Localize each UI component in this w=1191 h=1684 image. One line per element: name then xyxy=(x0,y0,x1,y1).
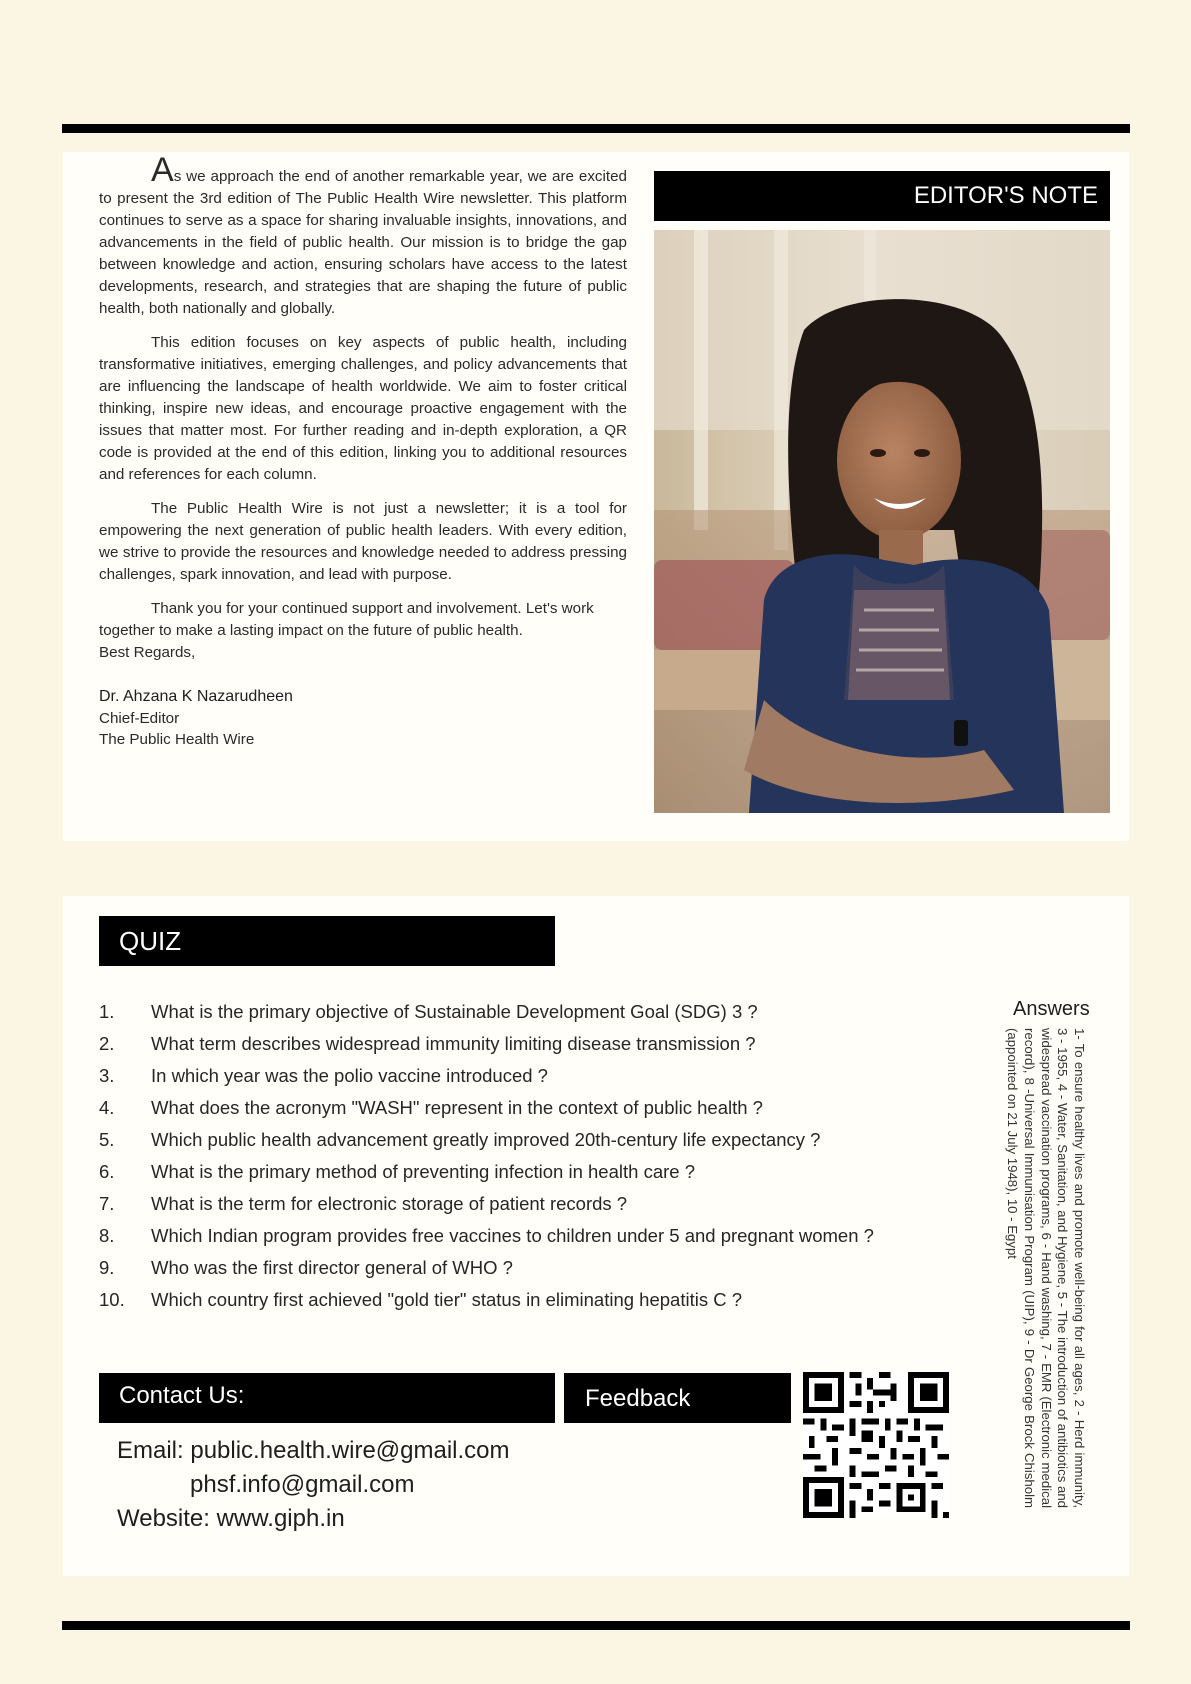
question-text: What does the acronym "WASH" represent in the context of public health ? xyxy=(151,1097,763,1118)
question-number: 7. xyxy=(99,1193,115,1214)
feedback-qr-code-icon[interactable] xyxy=(803,1372,949,1518)
question-text: In which year was the polio vaccine introduced ? xyxy=(151,1065,548,1086)
question-text: What is the term for electronic storage of patient records ? xyxy=(151,1193,628,1214)
quiz-question xyxy=(99,1190,874,1222)
signature-block xyxy=(99,686,627,751)
question-number: 10. xyxy=(99,1289,125,1310)
question-number: 5. xyxy=(99,1129,115,1150)
contact-us-header: Contact Us: xyxy=(99,1373,555,1423)
answers-text: 1- To ensure healthy lives and promote well-being for all ages, 2 - Herd immunity, 3 - 1955, 4 - Water, Sanitation, and Hygiene, 5 - The introduction of antibiotics and widespread vaccination programs, 6 - Hand washing, 7 - EMR (Electronic medical record), 8 -Universal Immunisation Program (UIP), 9 - Dr George Brock Chisholm (appointed on 21 July 1948), 10 - Egypt xyxy=(1005,1028,1087,1508)
quiz-question xyxy=(99,1286,874,1318)
quiz-question xyxy=(99,1254,874,1286)
letter-closing: Best Regards, xyxy=(99,644,196,661)
letter-paragraph-2: This edition focuses on key aspects of public health, including transformative initiatives, emerging challenges, and policy advancements that are influencing the landscape of health worldwide. We aim to foster critical thinking, inspire new ideas, and encourage proactive engagement with the issues that matter most. For further reading and in-depth exploration, a QR code is provided at the end of this edition, linking you to additional resources and references for each column. xyxy=(99,334,627,483)
quiz-question-list xyxy=(99,998,874,1318)
question-text: What term describes widespread immunity limiting disease transmission ? xyxy=(151,1033,756,1054)
signature-name: Dr. Ahzana K Nazarudheen xyxy=(99,688,293,705)
question-number: 2. xyxy=(99,1033,115,1054)
feedback-header: Feedback xyxy=(564,1373,791,1423)
question-text: What is the primary method of preventing infection in health care ? xyxy=(151,1161,695,1182)
quiz-question xyxy=(99,1158,874,1190)
editor-portrait-photo xyxy=(654,230,1110,813)
question-text: Which Indian program provides free vaccines to children under 5 and pregnant women ? xyxy=(151,1225,874,1246)
quiz-question xyxy=(99,1094,874,1126)
question-number: 6. xyxy=(99,1161,115,1182)
quiz-panel xyxy=(63,896,1129,1576)
signature-title: Chief-Editor xyxy=(99,709,180,727)
letter-paragraph-1: As we approach the end of another remarkable year, we are excited to present the 3rd edition of The Public Health Wire newsletter. This platform continues to serve as a space for sharing invaluable insights, innovations, and advancements in the field of public health. Our mission is to bridge the gap between knowledge and action, ensuring scholars have access to the latest developments, research, and strategies that are shaping the future of public health, both nationally and globally. xyxy=(99,151,627,317)
letter-paragraph-4: Thank you for your continued support and involvement. Let's work together to make a lasting impact on the future of public health. xyxy=(99,600,594,639)
contact-email[interactable]: Email: public.health.wire@gmail.com xyxy=(117,1437,510,1464)
contact-website[interactable]: Website: www.giph.in xyxy=(117,1505,345,1532)
question-number: 1. xyxy=(99,1001,115,1022)
quiz-question xyxy=(99,1030,874,1062)
quiz-question xyxy=(99,1062,874,1094)
drop-cap: A xyxy=(151,151,174,189)
top-rule xyxy=(62,124,1130,133)
question-number: 9. xyxy=(99,1257,115,1278)
question-number: 3. xyxy=(99,1065,115,1086)
letter-paragraph-3: The Public Health Wire is not just a newsletter; it is a tool for empowering the next generation of public health leaders. With every edition, we strive to provide the resources and knowledge needed to address pressing challenges, spark innovation, and lead with purpose. xyxy=(99,500,627,583)
quiz-question xyxy=(99,1222,874,1254)
question-text: Which country first achieved "gold tier" status in eliminating hepatitis C ? xyxy=(151,1289,743,1310)
contact-email-secondary[interactable]: phsf.info@gmail.com xyxy=(190,1471,415,1498)
editor-note-panel xyxy=(63,152,1129,841)
signature-org: The Public Health Wire xyxy=(99,731,255,748)
question-number: 4. xyxy=(99,1097,115,1118)
quiz-question xyxy=(99,998,874,1030)
question-number: 8. xyxy=(99,1225,115,1246)
quiz-header: QUIZ xyxy=(99,916,555,966)
quiz-question xyxy=(99,1126,874,1158)
contact-details xyxy=(117,1434,510,1536)
bottom-rule xyxy=(62,1621,1130,1630)
answers-title: Answers xyxy=(1013,998,1090,1020)
editors-note-header: EDITOR'S NOTE xyxy=(654,171,1110,221)
question-text: What is the primary objective of Sustainable Development Goal (SDG) 3 ? xyxy=(151,1001,758,1022)
question-text: Who was the first director general of WHO ? xyxy=(151,1257,513,1278)
question-text: Which public health advancement greatly improved 20th-century life expectancy ? xyxy=(151,1129,821,1150)
editor-letter xyxy=(99,151,627,751)
